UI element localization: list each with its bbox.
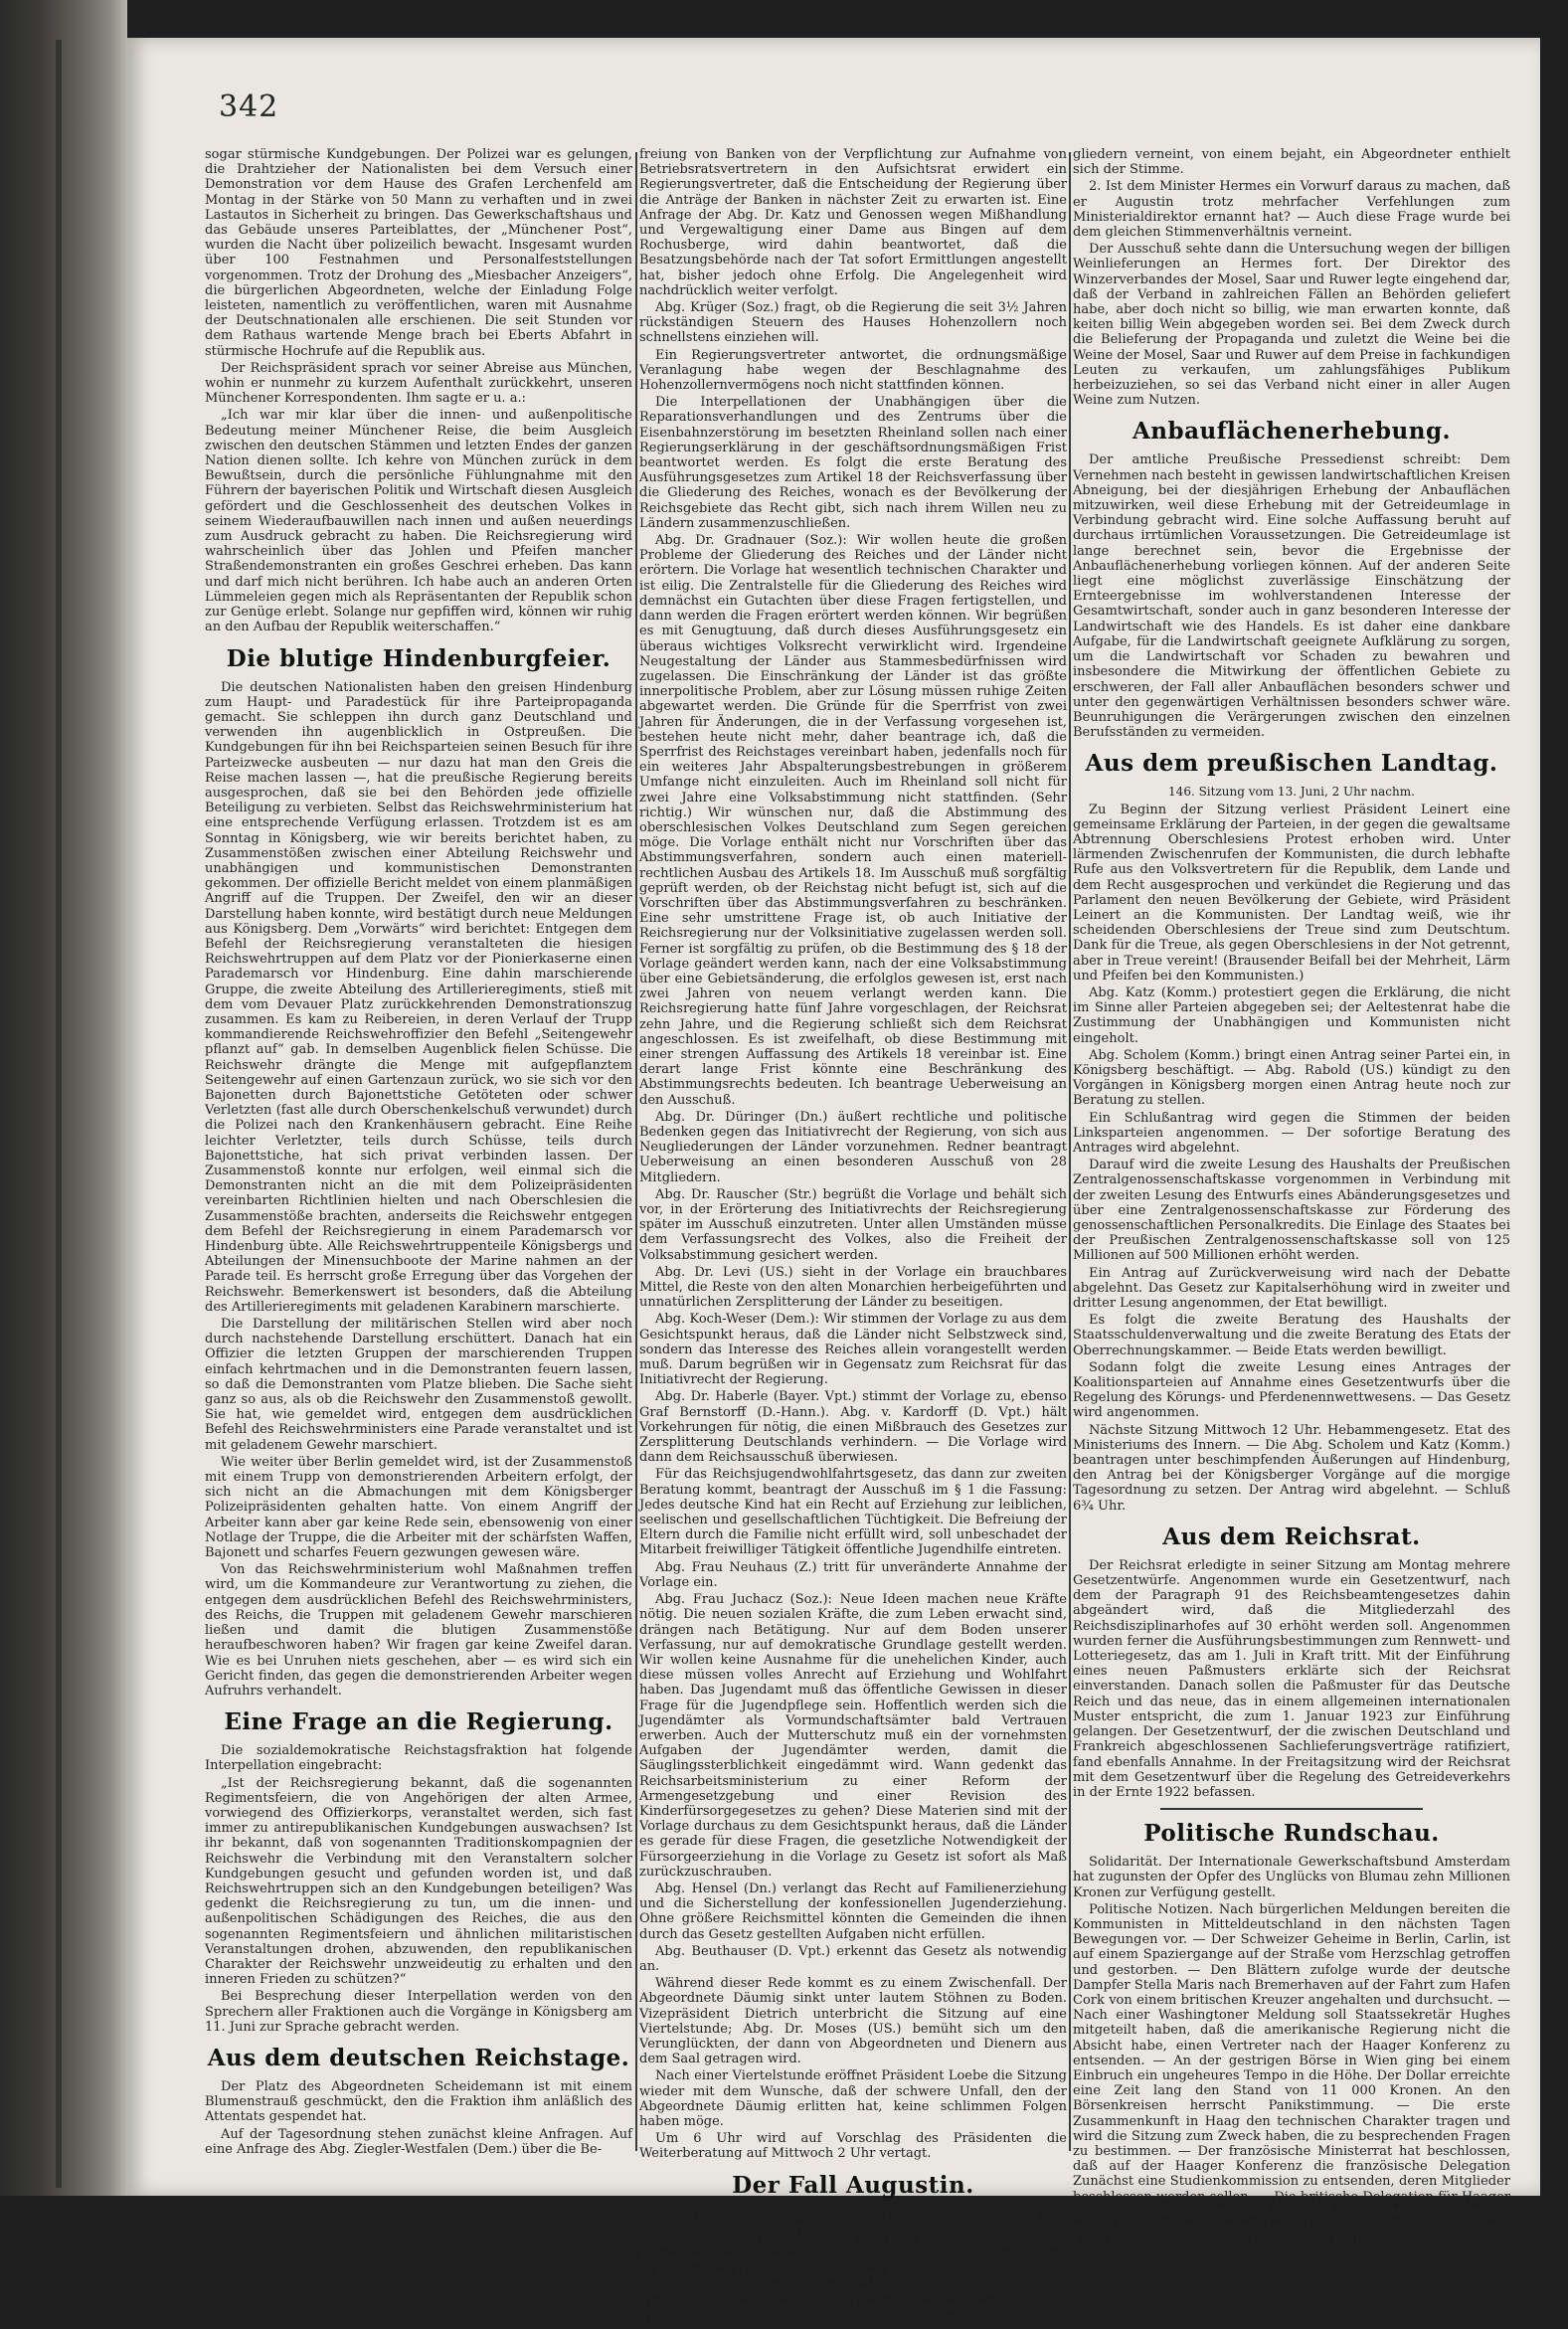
paragraph: Die Darstellung der militärischen Stellen wird aber noch durch nachstehende Darstellung erschüttert. Danach hat ein Offizier die letzten Gruppen der marschierenden Truppen einfach kehrtmachen und in die Demonstranten feuern lassen, so daß die Demonstranten vom Platze blieben. Die Sache sieht ganz so aus, als ob die Reichswehr den Zusammenstoß gewollt. Sie hat, wie gemeldet wird, entgegen dem ausdrücklichen Befehl des Reichswehrministers eine Parade veranstaltet und ist mit geladenem Gewehr marschiert.: [205, 1317, 632, 1453]
paragraph: Für das Reichsjugendwohlfahrtsgesetz, das dann zur zweiten Beratung kommt, beantragt der Ausschuß im § 1 die Fassung: Jedes deutsche Kind hat ein Recht auf Erziehung zur leiblichen, seelischen und gesellschaftlichen Tüchtigkeit. Die Befreiung der Eltern durch die Familie nicht erfüllt wird, soll unbeschadet der Mitarbeit freiwilliger Tätigkeit öffentliche Jugendhilfe eintreten.: [639, 1467, 1067, 1558]
paragraph: Darauf wird die zweite Lesung des Haushalts der Preußischen Zentralgenossenschaftskasse vorgenommen in Verbindung mit der zweiten Lesung des Entwurfs eines Abänderungsgesetzes und über eine Zentralgenossenschaftskasse zur Förderung des genossenschaftlichen Personalkredits. Die Einlage des Staates bei der Preußischen Zentralgenossenschaftskasse soll von 125 Millionen auf 500 Millionen erhöht werden.: [1073, 1158, 1510, 1264]
headline-preussischer-landtag: Aus dem preußischen Landtag.: [1085, 750, 1498, 778]
paragraph: Abg. Krüger (Soz.) fragt, ob die Regierung die seit 3½ Jahren rückständigen Steuern des Hauses Hohenzollern noch schnellstens einziehen will.: [639, 300, 1067, 346]
paragraph: Wie weiter über Berlin gemeldet wird, ist der Zusammenstoß mit einem Trupp von demonstrierenden Arbeitern erfolgt, der sich nicht an die Abmachungen mit dem Königsberger Polizeipräsidenten gehalten hatte. Von einem Angriff der Arbeiter kann aber gar keine Rede sein, ebensowenig von einer Notlage der Truppe, die die Arbeiter mit der schärfsten Waffen, Bajonett und scharfes Feuern gezwungen gewesen wäre.: [205, 1454, 632, 1561]
paragraph: Nächste Sitzung Mittwoch 12 Uhr. Hebammengesetz. Etat des Ministeriums des Innern. — Die Abg. Scholem und Katz (Komm.) beantragen unter beschimpfenden Äußerungen auf Hindenburg, den Antrag bei der Königsberger Vorgänge auf die morgige Tagesordnung zu setzen. Der Antrag wird abgelehnt. — Schluß 6¾ Uhr.: [1073, 1422, 1510, 1514]
paragraph: Nach einer Viertelstunde eröffnet Präsident Loebe die Sitzung wieder mit dem Wunsche, daß der schwere Unfall, den der Abgeordnete Däumig erlitten hat, keine schlimmen Folgen haben möge.: [639, 2068, 1067, 2129]
paragraph: Ein Regierungsvertreter antwortet, die ordnungsmäßige Veranlagung habe wegen der Beschlagnahme des Hohenzollernvermögens noch nicht stattfinden können.: [639, 347, 1067, 394]
page-number: 342: [219, 90, 279, 124]
paragraph: Abg. Beuthauser (D. Vpt.) erkennt das Gesetz als notwendig an.: [639, 1943, 1067, 1974]
column-2: [639, 147, 1067, 2329]
paragraph: Abg. Hensel (Dn.) verlangt das Recht auf Familienerziehung und die Sicherstellung der konfessionellen Jugenderziehung. Ohne größere Reichsmittel könnten die Gemeinden die ihnen durch das Gesetz gestellten Aufgaben nicht erfüllen.: [639, 1881, 1067, 1942]
headline-reichstage: Aus dem deutschen Reichstage.: [207, 2044, 630, 2071]
paragraph: Sodann folgt die zweite Lesung eines Antrages der Koalitionsparteien auf Annahme eines Gesetzentwurfs über die Regelung des Körungs- und Pferdenennwettwesens. — Das Gesetz wird angenommen.: [1073, 1359, 1510, 1421]
paragraph: Abg. Dr. Düringer (Dn.) äußert rechtliche und politische Bedenken gegen das Initiativrecht der Regierung, von sich aus Neugliederungen der Länder vorzunehmen. Redner beantragt Ueberweisung an einen besonderen Ausschuß von 28 Mitgliedern.: [639, 1109, 1067, 1185]
paragraph: Abg. Koch-Weser (Dem.): Wir stimmen der Vorlage zu aus dem Gesichtspunkt heraus, daß die Länder nicht Selbstzweck sind, sondern das Interesse des Reiches allein vorangestellt werden muß. Darum begrüßen wir in Gegensatz zum Reichsrat für das Initiativrecht der Regierung.: [639, 1312, 1067, 1388]
binding-fold: [56, 40, 62, 2188]
paragraph: Ein Antrag auf Zurückverweisung wird nach der Debatte abgelehnt. Das Gesetz zur Kapitalserhöhung wird in zweiter und dritter Lesung angenommen, der Etat bewilligt.: [1073, 1265, 1510, 1312]
headline-hindenburgfeier: Die blutige Hindenburgfeier.: [226, 644, 611, 672]
paragraph: 1. Ist dem Minister ein Vorwurf daraus zu machen, daß er weder zur rechten Zeit noch in der richtigen Weise gegen Augustin vorgegangen ist? Die Frage wurde von fünf Ausschußmit-: [639, 2268, 1067, 2329]
paragraph: Die Interpellationen der Unabhängigen über die Reparationsverhandlungen und des Zentrums über die Eisenbahnzerstörung im besetzten Rheinland sollen nach einer Regierungserklärung in der geschäftsordnungsmäßigen Frist beantwortet werden. Es folgt die erste Beratung des Ausführungsgesetzes zum Artikel 18 der Reichsverfassung über die Gliederung des Reiches, wonach es der Bevölkerung der Reichsgebiete das Recht gibt, sich nach ihrem Willen neu zu Ländern zusammenzuschließen.: [639, 395, 1067, 531]
paragraph: Solidarität. Der Internationale Gewerkschaftsbund Amsterdam hat zugunsten der Opfer des Unglücks von Blumau zehn Millionen Kronen zur Verfügung gestellt.: [1073, 1855, 1510, 1900]
paragraph: Abg. Dr. Haberle (Bayer. Vpt.) stimmt der Vorlage zu, ebenso Graf Bernstorff (D.-Hann.). Abg. v. Kardorff (D. Vpt.) hält Vorkehrungen für nötig, die einen Mißbrauch des Gesetzes zur Zersplitterung Deutschlands verhindern. — Die Vorlage wird dann dem Reichsausschuß überwiesen.: [639, 1389, 1067, 1466]
paragraph: Der Reichsrat erledigte in seiner Sitzung am Montag mehrere Gesetzentwürfe. Angenommen wurde ein Gesetzentwurf, nach dem der Paragraph 91 des Reichsbeamtengesetzes dahin abgeändert wird, daß die Mitgliederzahl des Reichsdisziplinarhofes auf 30 erhöht werden soll. Angenommen wurden ferner die Ausführungsbestimmungen zum Rennwett- und Lotteriegesetz, das am 1. Juli in Kraft tritt. Mit der Einführung eines neuen Paßmusters erklärte sich der Reichsrat einverstanden. Danach sollen die Paßmuster für das Deutsche Reich und das neue, das in einem allgemeinen internationalen Muster entspricht, die zum 1. Januar 1923 zur Einführung gelangen. Der Gesetzentwurf, der die zwischen Deutschland und Frankreich abgeschlossenen Sachlieferungsverträge ratifiziert, fand ebenfalls Annahme. In der Freitagsitzung wird der Reichsrat mit dem Gesetzentwurf über die Regelung des Getreideverkehrs in der Ernte 1922 befassen.: [1073, 1557, 1510, 1800]
paragraph: Zu Beginn der Sitzung verliest Präsident Leinert eine gemeinsame Erklärung der Parteien, in der gegen die gewaltsame Abtrennung Oberschlesiens Protest erhoben wird. Unter lärmenden Zwischenrufen der Kommunisten, die durch lebhafte Rufe aus den Volksvertretern für die Republik, dem Lande und dem Recht ausgesprochen und verkündet die Regierung und das Parlament den neuen Bevölkerung der Gebiete, wird Präsident Leinert an die Kommunisten. Der Landtag weiß, wie ihr scheidenden Oberschlesiens der Treue sind zum Deutschtum. Dank für die Treue, als gegen Oberschlesiens in der Not getrennt, aber in Treue vereint! (Brausender Beifall bei der Mehrheit, Lärm und Pfeifen bei den Kommunisten.): [1073, 802, 1510, 984]
paragraph: Auf der Tagesordnung stehen zunächst kleine Anfragen. Auf eine Anfrage des Abg. Ziegler-Westfalen (Dem.) über die Be-: [205, 2126, 632, 2157]
paragraph: „Ist der Reichsregierung bekannt, daß die sogenannten Regimentsfeiern, die von Angehörigen der alten Armee, vorwiegend des Offizierkorps, veranstaltet werden, sich fast immer zu antirepublikanischen Kundgebungen auswachsen? Ist ihr bekannt, daß von sogenannten Traditionskompagnien der Reichswehr die Verbindung mit den Veranstaltern solcher Kundgebungen gesucht und gefunden worden ist, und daß Reichswehrtruppen sich an den Kundgebungen beteiligen? Was gedenkt die Reichsregierung zu tun, um die innen- und außenpolitischen Schädigungen des Reiches, die aus den sogenannten Regimentsfeiern und ähnlichen militaristischen Veranstaltungen drohen, abzuwenden, den republikanischen Charakter der Reichswehr unzweideutig zu erhalten und den inneren Frieden zu schützen?“: [205, 1775, 632, 1988]
paragraph: Abg. Frau Neuhaus (Z.) tritt für unveränderte Annahme der Vorlage ein.: [639, 1559, 1067, 1590]
paragraph: freiung von Banken von der Verpflichtung zur Aufnahme von Betriebsratsvertretern in den Aufsichtsrat erwidert ein Regierungsvertreter, daß die Entscheidung der Regierung über die Anträge der Banken in nächster Zeit zu erwarten ist. Eine Anfrage der Abg. Dr. Katz und Genossen wegen Mißhandlung und Vergewaltigung einer Dame aus Bingen auf dem Rochusberge, wird dahin beantwortet, daß die Besatzungsbehörde nach der Tat sofort Ermittlungen angestellt hat, bisher jedoch ohne Erfolg. Die Angelegenheit wird nachdrücklich weiter verfolgt.: [639, 147, 1067, 298]
paragraph: Abg. Katz (Komm.) protestiert gegen die Erklärung, die nicht im Sinne aller Parteien abgegeben sei; der Aeltestenrat habe die Zustimmung der Unabhängigen und Kommunisten nicht eingeholt.: [1073, 985, 1510, 1046]
paragraph: Abg. Dr. Rauscher (Str.) begrüßt die Vorlage und behält sich vor, in der Erörterung des Initiativrechts der Reichsregierung später im Ausschuß einzutreten. Unter allen Umständen müsse dem Verfassungsrecht des Volkes, also die Freiheit der Volksabstimmung gesichert werden.: [639, 1186, 1067, 1263]
paragraph: Bei Besprechung dieser Interpellation werden von den Sprechern aller Fraktionen auch die Vorgänge in Königsberg am 11. Juni zur Sprache gebracht werden.: [205, 1989, 632, 2035]
section-separator: [1160, 1808, 1423, 1810]
paragraph: Der Platz des Abgeordneten Scheidemann ist mit einem Blumenstrauß geschmückt, den die Fraktion ihm anläßlich des Attentats gespendet hat.: [205, 2078, 632, 2125]
paragraph: Der amtliche Preußische Pressedienst schreibt: Dem Vernehmen nach besteht in gewissen landwirtschaftlichen Kreisen Abneigung, bei der diesjährigen Erhebung der Anbauflächen mitzuwirken, weil diese Erhebung mit der Getreideumlage in Verbindung gebracht wird. Eine solche Auffassung beruht auf durchaus irrtümlichen Voraussetzungen. Die Getreideumlage ist lange berechnet sein, bevor die Ergebnisse der Anbauflächenerhebung vorliegen können. Auf der anderen Seite liegt eine möglichst zuverlässige Einschätzung der Ernteergebnisse im wohlverstandenen Interesse der Gesamtwirtschaft, sonder auch in ganz besonderen Interesse der Landwirtschaft wie des Handels. Es ist daher eine dankbare Aufgabe, für die Landwirtschaft geeignete Aufklärung zu sorgen, um die Landwirtschaft vor Schaden zu bewahren und insbesondere die Mitwirkung der öffentlichen Gebiete zu erschweren, der Fall aller Anbauflächen besonders schwer und unter den gegenwärtigen Verhältnissen besonders schwer wäre. Beunruhigungen die Verärgerungen zwischen den einzelnen Berufsständen zu vermeiden.: [1073, 452, 1510, 741]
paragraph: Abg. Frau Juchacz (Soz.): Neue Ideen machen neue Kräfte nötig. Die neuen sozialen Kräfte, die zum Leben erwacht sind, drängen nach Betätigung. Nur auf dem Boden unserer Verfassung, nur auf demokratische Grundlage gestellt werden. Wir wollen keine Ausnahme für die unehelichen Kinder, auch diese müssen volles Anrecht auf Erziehung und Wohlfahrt haben. Das Jugendamt muß das öffentliche Gewissen in dieser Frage für die Jugendpflege sein. Hoffentlich werden sich die Jugendämter als Vormundschaftsämter bald Vertrauen erwerben. Auch der Mutterschutz muß ein der vornehmsten Aufgaben der Jugendämter werden, damit die Säuglingssterblichkeit eingedämmt wird. Wann gedenkt das Reichsarbeitsministerium zu einer Reform der Armengesetzgebung und einer Revision des Kinderfürsorgegesetzes zu gehen? Diese Materien sind mit der Vorlage durchaus zu dem Gesichtspunkt heraus, daß die Länder es gerade für diese Fragen, die gesetzliche Notwendigkeit der Fürsorgeerziehung in die Vorlage zu Gesetz ist sofort als Maß zurückzuschrauben.: [639, 1592, 1067, 1880]
column-1: [205, 147, 632, 2158]
book-binding: [0, 0, 127, 2196]
column-rule-1: [635, 152, 637, 2151]
paragraph: Der Untersuchungsausschuß des Reichstages in Sachen des Reichsfinanzministers Hermes schloß heute den Teil seiner Untersuchungen ab, der sich auf den Fall Augustin bezieht. Zwei Fragen wurden vorgelegt:: [639, 2206, 1067, 2267]
paragraph: Ein Schlußantrag wird gegen die Stimmen der beiden Linksparteien angenommen. — Der sofortige Beratung des Antrages wird abgelehnt.: [1073, 1110, 1510, 1156]
paragraph: Während dieser Rede kommt es zu einem Zwischenfall. Der Abgeordnete Däumig sinkt unter lautem Stöhnen zu Boden. Vizepräsident Dietrich unterbricht die Sitzung auf eine Viertelstunde; Abg. Dr. Moses (US.) bemüht sich um den Verunglückten, der dann von Abgeordneten und Dienern aus dem Saal getragen wird.: [639, 1976, 1067, 2067]
paragraph: Der Ausschuß sehte dann die Untersuchung wegen der billigen Weinlieferungen an Hermes fort. Der Direktor des Winzerverbandes der Mosel, Saar und Ruwer legte eingehend dar, daß der Verband in zahlreichen Fällen an Behörden geliefert habe, aber doch nicht so billig, wie man erwarten konnte, daß keiten billig Wein abgegeben worden sei. Bei dem Zweck durch die Belieferung der Propaganda und zuletzt die Weine bei die Weine der Mosel, Saar und Ruwer auf dem Preise in fachkundigen Leuten zu verkaufen, um zahlungsfähiges Publikum herbeizuziehen, so sei das Verband nicht einer in aller Augen Weine zum Nutzen.: [1073, 242, 1510, 409]
paragraph: Um 6 Uhr wird auf Vorschlag des Präsidenten die Weiterberatung auf Mittwoch 2 Uhr vertagt.: [639, 2131, 1067, 2162]
headline-fall-augustin: Der Fall Augustin.: [732, 2171, 974, 2199]
paragraph: Die deutschen Nationalisten haben den greisen Hindenburg zum Haupt- und Paradestück für ihre Parteipropaganda gemacht. Sie schleppen ihn durch ganz Deutschland und verwenden ihn augenblicklich in Ostpreußen. Die Kundgebungen für ihn bei Reichsparteien seinen Besuch für ihre Parteizwecke ausbeuten — nur dazu hat man den Greis die Reise machen lassen —, hat die preußische Regierung bereits ausgesprochen, daß sie bei den Behörden jede offizielle Beteiligung zu verbieten. Selbst das Reichswehrministerium hat eine entsprechende Verfügung erlassen. Trotzdem ist es am Sonntag in Königsberg, wie wir bereits berichtet haben, zu Zusammenstößen zwischen einer Abteilung Reichswehr und unabhängigen und kommunistischen Demonstranten gekommen. Der offizielle Bericht meldet von einem planmäßigen Angriff auf die Truppen. Der Zweifel, den wir an dieser Darstellung haben konnte, wird bestätigt durch neue Meldungen aus Königsberg. Dem „Vorwärts“ wird berichtet: Entgegen dem Befehl der Reichsregierung veranstalteten die hiesigen Reichswehrtruppen auf dem Platz vor der Pionierkaserne einen Parademarsch vor Hindenburg. Eine dahin marschierende Gruppe, die zweite Abteilung des Artillerieregiments, stieß mit dem vom Devauer Platz zurückkehrenden Demonstrationszug zusammen. Es kam zu Reibereien, in deren Verlauf der Trupp kommandierende Reichswehroffizier den Befehl „Seitengewehr pflanzt auf“ gab. In demselben Augenblick fielen Schüsse. Die Reichswehr drängte die Menge mit aufgepflanztem Seitengewehr auf einen Gartenzaun zurück, wo sie sich vor den Bajonetten durch Bajonettstiche Getöteten oder schwer Verletzten (fast alle durch Oberschenkelschuß verwundet) durch die Polizei nach den Krankenhäusern gebracht. Eine Reihe leichter Verletzter, teils durch Schüsse, teils durch Bajonettstiche, hat sich privat verbinden lassen. Der Zusammenstoß konnte nur erfolgen, weil einmal sich die Demonstranten nicht an die mit dem Polizeipräsidenten vereinbarten Richtlinien hielten und nach Oberschlesien die Zusammenstöße brachten, anderseits die Reichswehr entgegen dem Befehl der Reichsregierung in einem Parademarsch vor Hindenburg übte. Alle Reichswehrtruppenteile Königsbergs und Abteilungen der Minensuchboote der Marine nahmen an der Parade teil. Es herrscht große Erregung über das Vorgehen der Reichswehr. Bemerkenswert ist besonders, daß die Abteilung des Artillerieregiments mit geladenen Karabinern marschierte.: [205, 679, 633, 1315]
paragraph: Von das Reichswehrministerium wohl Maßnahmen treffen wird, um die Kommandeure zur Verantwortung zu ziehen, die entgegen dem ausdrücklichen Befehl des Reichswehrministers, des Reichs, die Truppen mit geladenem Gewehr marschieren ließen und damit die blutigen Zusammenstöße heraufbeschworen haben? Wir fragen gar keine Zweifel daran. Wie es bei Unruhen niets geschehen, aber — es wird sich ein Gericht finden, das gegen die demonstrierenden Arbeiter wegen Aufruhrs verhandelt.: [205, 1562, 632, 1699]
column-rule-2: [1069, 152, 1071, 2151]
paragraph: Es folgt die zweite Beratung des Haushalts der Staatsschuldenverwaltung und die zweite Beratung des Etats der Oberrechnungskammer. — Beide Etats werden bewilligt.: [1073, 1313, 1510, 1358]
paragraph: Die sozialdemokratische Reichstagsfraktion hat folgende Interpellation eingebracht:: [205, 1743, 632, 1774]
headline-anbauflaechenerhebung: Anbauflächenerhebung.: [1132, 418, 1452, 446]
paragraph: gliedern verneint, von einem bejaht, ein Abgeordneter enthielt sich der Stimme.: [1073, 147, 1510, 178]
headline-politische-rundschau: Politische Rundschau.: [1143, 1820, 1440, 1848]
paragraph: sogar stürmische Kundgebungen. Der Polizei war es gelungen, die Drahtzieher der Nationalisten bei dem Versuch einer Demonstration vor dem Hause des Grafen Lerchenfeld am Montag in der Stärke von 50 Mann zu verhaften und in zwei Lastautos in Sicherheit zu bringen. Das Gewerkschaftshaus und das Gebäude unseres Parteiblattes, der „Münchener Post“, wurden die Nacht über polizeilich bewacht. Insgesamt wurden über 100 Festnahmen und Personalfeststellungen vorgenommen. Trotz der Drohung des „Miesbacher Anzeigers“, die bürgerlichen Abgeordneten, welche der Einladung Folge leisteten, namentlich zu veröffentlichen, waren mit Ausnahme der Deutschnationalen alle erschienen. Die seit Stunden vor dem Rathaus wartende Menge brach bei Eberts Abfahrt in stürmische Hochrufe auf die Republik aus.: [205, 147, 632, 359]
headline-reichsrat: Aus dem Reichsrat.: [1162, 1523, 1421, 1550]
column-3: [1073, 147, 1510, 2250]
headline-frage-regierung: Eine Frage an die Regierung.: [224, 1708, 613, 1736]
paragraph: 2. Ist dem Minister Hermes ein Vorwurf daraus zu machen, daß er Augustin trotz mehrfacher Verfehlungen zum Ministerialdirektor ernannt hat? — Auch diese Frage wurde bei dem gleichen Stimmenverhältnis verneint.: [1073, 179, 1510, 241]
paragraph: Politische Notizen. Nach bürgerlichen Meldungen bereiten die Kommunisten in Mitteldeutschland in den nächsten Tagen Bewegungen vor. — Der Schweizer Geheime in Berlin, Carlin, ist auf einem Spaziergange auf der Straße vom Herzschlag getroffen und gestorben. — Den Blättern zufolge wurde der deutsche Dampfer Stella Maris nach Bremerhaven auf der Fahrt zum Hafen Cork von einem britischen Kreuzer angehalten und durchsucht. — Nach einer Washingtoner Meldung soll Staatssekretär Hughes mitgeteilt haben, daß die amerikanische Regierung nicht die Absicht habe, einen Vertreter nach der Haager Konferenz zu entsenden. — An der gestrigen Börse in Wien ging bei einem Einbruch ein ungeheures Tempo in die Höhe. Der Dollar erreichte eine Zeit lang den Stand von 11 000 Kronen. An den Börsenkreisen herrscht Panikstimmung. — Die erste Zusammenkunft in Haag den technischen Charakter tragen und wird die Sitzung zum Zweck haben, die zu besprechenden Fragen zu bestimmen. — Der französische Ministerrat hat beschlossen, daß auf der Haager Konferenz die französische Delegation Zunächst eine Studienkommission zu entsenden, deren Mitglieder beschlossen werden sollen. — Die britische Delegation für Haager Konferenz, die gestern nach Holland abgereist ist, zusammen etwa 40 Mitglieder einschließlich der Vertreter Australiens, Kanadas, Neuseelands, Südafrikas und Indiens.: [1073, 1901, 1510, 2250]
session-line: 146. Sitzung vom 13. Juni, 2 Uhr nachm.: [1168, 785, 1415, 800]
paragraph: Abg. Dr. Gradnauer (Soz.): Wir wollen heute die großen Probleme der Gliederung des Reiches und der Länder nicht erörtern. Die Vorlage hat wesentlich technischen Charakter und ist eilig. Die Zentralstelle für die Gliederung des Reiches wird demnächst ein Gutachten über diese Fragen fertigstellen, und dann werden die Fragen erörtert werden können. Wir begrüßen es mit Genugtuung, daß durch dieses Ausführungsgesetz ein überaus wichtiges Volksrecht verwirklicht wird. Irgendeine Neugestaltung der Länder aus Stammesbedürfnissen wird zugelassen. Die Einschränkung der Länder ist das größte innerpolitische Problem, aber zur Lösung müssen ruhige Zeiten abgewartet werden. Die Gründe für die Sperrfrist von zwei Jahren für Änderungen, die in der Verfassung vorgesehen ist, bestehen heute nicht mehr, daher beantrage ich, daß die Sperrfrist des Reichstages vereinbart haben, jedenfalls noch für ein weiteres Jahr Abspalterungsbestrebungen in größerem Umfange nicht einzuleiten. Auch im Rheinland soll nicht für zwei Jahre eine Volksabstimmung nicht stattfinden. (Sehr richtig.) Wir wünschen nur, daß die Abstimmung des oberschlesischen Volkes Deutschland zum Segen gereichen möge. Die Vorlage enthält nicht nur Vorschriften über das Abstimmungsverfahren, sondern auch einen materiell-rechtlichen Ausbau des Artikels 18. Im Ausschuß muß sorgfältig geprüft werden, ob der Reichstag nicht befugt ist, sich auf die Vorschriften über das Abstimmungsverfahren zu beschränken. Eine sehr umstrittene Frage ist, ob auch Initiative der Reichsregierung nur der Volksinitiative zugelassen werden soll. Ferner ist sorgfältig zu prüfen, ob die Bestimmung des § 18 der Vorlage geändert werden kann, nach der eine Volksabstimmung über eine Gebietsänderung, die erfolglos gewesen ist, erst nach zwei Jahren von neuem verlangt werden kann. Die Reichsregierung hatte fünf Jahre vorgeschlagen, der Reichsrat zehn Jahre, und die Regierung schließt sich dem Reichsrat angeschlossen. Es ist zweifelhaft, ob diese Bestimmung mit einer strengen Auffassung des Artikels 18 vereinbar ist. Eine derart lange Frist könnte eine Beschränkung des Abstimmungsrechts bedeuten. Ich beantrage Ueberweisung an den Ausschuß.: [639, 533, 1067, 1108]
paragraph: „Ich war mir klar über die innen- und außenpolitische Bedeutung meiner Münchener Reise, die beim Ausgleich zwischen den deutschen Stämmen und letzten Endes der ganzen Nation dienen sollte. Ich kehre von München zurück in dem Bewußtsein, durch die persönliche Fühlungnahme mit den Führern der bayerischen Politik und Wirtschaft diesen Ausgleich gefördert und die Geschlossenheit des deutschen Volkes in seinem Wiederaufbauwillen nach innen und außen neuerdings zum Ausdruck gebracht zu haben. Die Reichsregierung wird wahrscheinlich über das Johlen und Pfeifen mancher Straßendemonstranten ein großes Geschrei erheben. Das kann und darf mich nicht berühren. Ich habe auch an anderen Orten Lümmeleien gegen mich als Repräsentanten der Republik schon zur Genüge erlebt. Solange nur gepfiffen wird, können wir ruhig an den Aufbau der Republik weiterschaffen.“: [205, 408, 632, 635]
paragraph: Abg. Dr. Levi (US.) sieht in der Vorlage ein brauchbares Mittel, die Reste von den alten Monarchien herbeigeführten und unnatürlichen Zersplitterung der Länder zu beseitigen.: [639, 1264, 1067, 1311]
paragraph: Abg. Scholem (Komm.) bringt einen Antrag seiner Partei ein, in Königsberg beschäftigt. — Abg. Rabold (US.) kündigt zu den Vorgängen in Königsberg morgen einen Antrag heute noch zur Beratung zu stellen.: [1073, 1047, 1510, 1109]
paragraph: Der Reichspräsident sprach vor seiner Abreise aus München, wohin er nunmehr zu kurzem Aufenthalt zurückkehrt, unseren Münchener Korrespondenten. Ihm sagte er u. a.:: [205, 360, 632, 407]
newspaper-page: [127, 38, 1540, 2329]
